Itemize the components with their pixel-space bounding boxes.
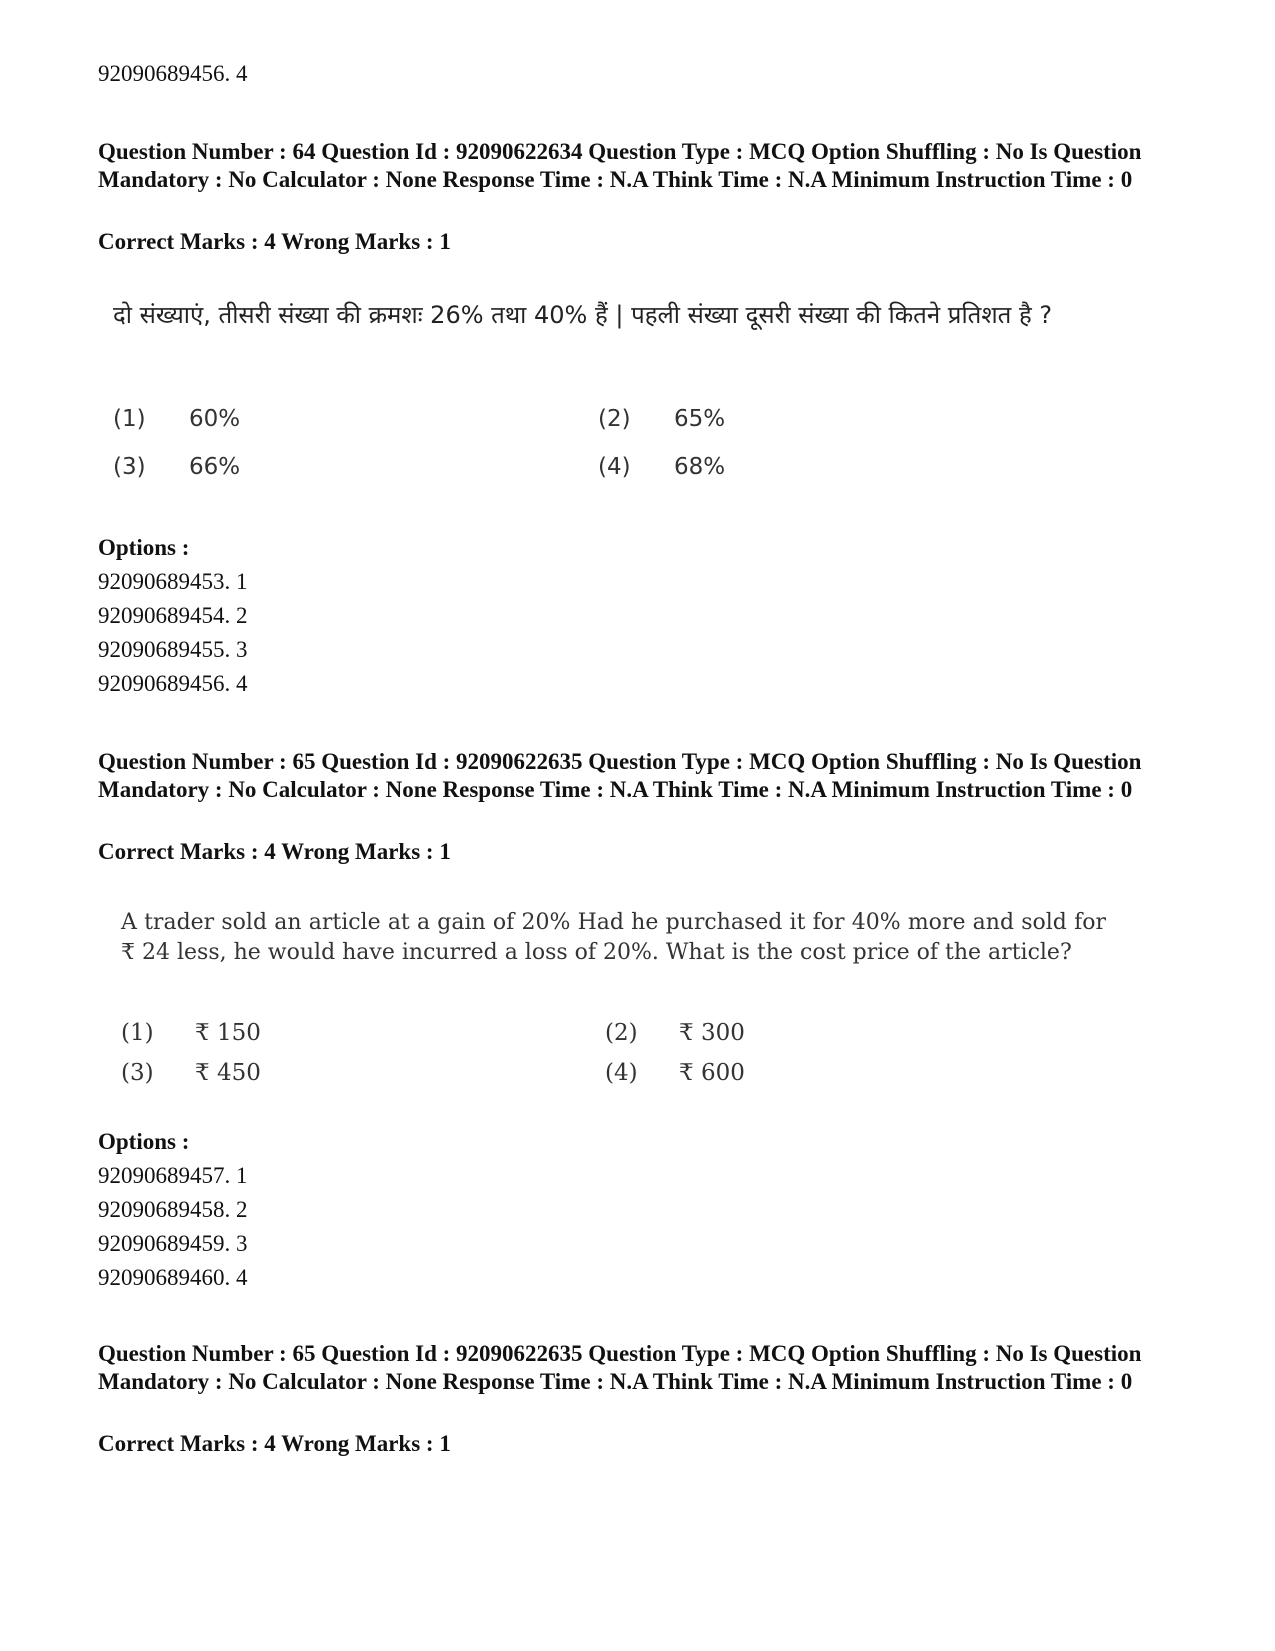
q65-choice-3 <box>121 1059 261 1087</box>
q64-option-id: 92090689456. 4 <box>98 671 248 696</box>
q65-choice-2 <box>605 1019 745 1047</box>
choice-number: (2) <box>605 1020 638 1046</box>
q64-marks: Correct Marks : 4 Wrong Marks : 1 <box>98 229 451 254</box>
q64-option-id: 92090689455. 3 <box>98 637 248 662</box>
choice-value: 60% <box>189 406 241 432</box>
choice-number: (3) <box>113 454 146 480</box>
q64-option-id: 92090689454. 2 <box>98 603 248 628</box>
q65b-meta: Question Number : 65 Question Id : 92090622635 Question Type : MCQ Option Shuffling : No Is Question Mandatory : No Calculator : None Response Time : N.A Think Time : N.A Minimum Instruction Time : 0 <box>98 1341 1142 1394</box>
q65-option-id: 92090689457. 1 <box>98 1163 248 1188</box>
choice-value: ₹ 150 <box>195 1020 261 1046</box>
q65-choice-1 <box>121 1019 261 1047</box>
q65-option-id: 92090689458. 2 <box>98 1197 248 1222</box>
choice-number: (1) <box>113 406 146 432</box>
q64-choice-2 <box>598 405 725 433</box>
previous-answer-option: 92090689456. 4 <box>98 61 248 86</box>
q65-option-id: 92090689460. 4 <box>98 1265 248 1290</box>
q64-choice-4 <box>598 453 725 481</box>
q64-meta: Question Number : 64 Question Id : 92090622634 Question Type : MCQ Option Shuffling : No Is Question Mandatory : No Calculator : None Response Time : N.A Think Time : N.A Minimum Instruction Time : 0 <box>98 139 1142 192</box>
q65-choice-4 <box>605 1059 745 1087</box>
q64-options-label: Options : <box>98 535 190 560</box>
q65-option-id: 92090689459. 3 <box>98 1231 248 1256</box>
choice-number: (4) <box>605 1060 638 1086</box>
q64-option-id: 92090689453. 1 <box>98 569 248 594</box>
choice-number: (3) <box>121 1060 154 1086</box>
q65-marks: Correct Marks : 4 Wrong Marks : 1 <box>98 839 451 864</box>
q64-choice-3 <box>113 453 240 481</box>
q64-question-text: दो संख्याएं, तीसरी संख्या की क्रमशः 26% तथा 40% हैं | पहली संख्या दूसरी संख्या की कितने प्रतिशत है ? <box>113 301 1053 329</box>
q65-question-text: A trader sold an article at a gain of 20% Had he purchased it for 40% more and sold for ₹ 24 less, he would have incurred a loss of 20%. What is the cost price of the article? <box>121 910 1106 965</box>
q65-options-label: Options : <box>98 1129 190 1154</box>
choice-value: 65% <box>674 406 726 432</box>
q65-meta: Question Number : 65 Question Id : 92090622635 Question Type : MCQ Option Shuffling : No Is Question Mandatory : No Calculator : None Response Time : N.A Think Time : N.A Minimum Instruction Time : 0 <box>98 749 1142 802</box>
choice-value: ₹ 450 <box>195 1060 261 1086</box>
choice-number: (1) <box>121 1020 154 1046</box>
choice-value: 66% <box>189 454 241 480</box>
choice-number: (2) <box>598 406 631 432</box>
choice-value: 68% <box>674 454 726 480</box>
q64-choice-1 <box>113 405 240 433</box>
choice-value: ₹ 300 <box>679 1020 745 1046</box>
q65b-marks: Correct Marks : 4 Wrong Marks : 1 <box>98 1431 451 1456</box>
choice-number: (4) <box>598 454 631 480</box>
choice-value: ₹ 600 <box>679 1060 745 1086</box>
